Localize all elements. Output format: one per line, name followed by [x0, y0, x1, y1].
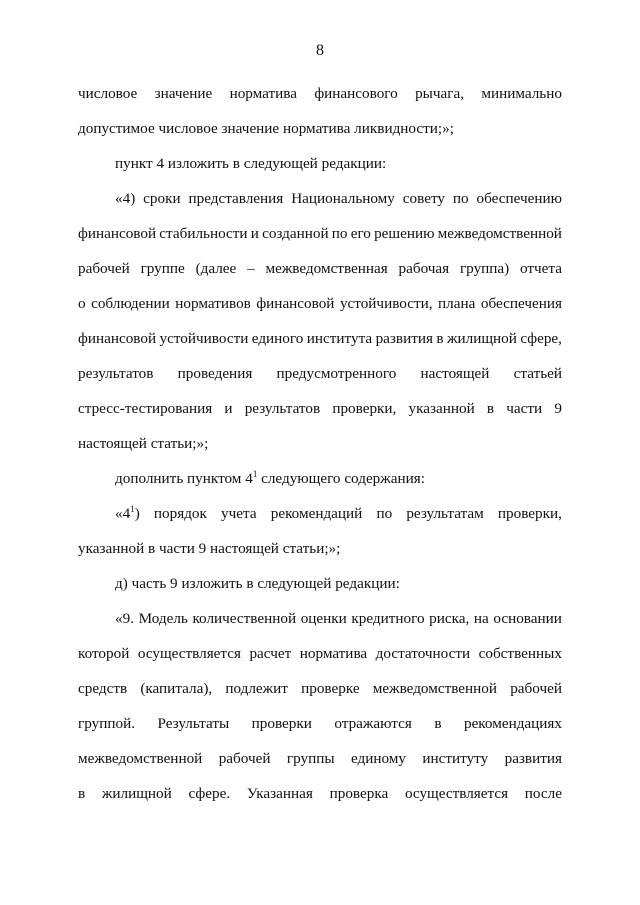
- text-line: [78, 364, 562, 384]
- word: по: [452, 190, 469, 207]
- word: собственных: [478, 645, 562, 662]
- word: стресс-тестирования: [78, 400, 213, 417]
- word: проверки: [251, 715, 312, 732]
- text-line: [78, 399, 562, 419]
- text-line: допустимое числовое значение норматива ликвидности;»;: [78, 120, 454, 137]
- word: сфере,: [520, 330, 562, 347]
- word: оценки: [300, 610, 347, 627]
- word: кредитного: [351, 610, 425, 627]
- word: финансовой: [78, 225, 157, 242]
- word: отражаются: [334, 715, 412, 732]
- word: настоящей: [420, 365, 490, 382]
- word: риска,: [429, 610, 470, 627]
- word: «4): [115, 190, 136, 207]
- word: и: [250, 225, 259, 242]
- word: проверка: [329, 785, 389, 802]
- word: проверки,: [497, 505, 562, 522]
- text-line: [78, 329, 562, 349]
- word: «9.: [115, 610, 134, 627]
- word: рабочей: [218, 750, 271, 767]
- word: количественной: [192, 610, 297, 627]
- text-line: [78, 644, 562, 664]
- word: нормативов: [175, 295, 251, 312]
- word: единому: [350, 750, 406, 767]
- word: межведомственная: [265, 260, 388, 277]
- word: созданной: [262, 225, 329, 242]
- text-fragment: дополнить пунктом 4: [115, 470, 253, 487]
- word: Результаты: [157, 715, 230, 732]
- word: подлежит: [225, 680, 288, 697]
- word: осуществляется: [137, 645, 241, 662]
- word: межведомственной: [78, 750, 203, 767]
- text-fragment: следующего содержания:: [257, 470, 425, 487]
- word: учета: [221, 505, 257, 522]
- word: результатам: [406, 505, 484, 522]
- word: [115, 504, 140, 524]
- superscript: 1: [252, 469, 258, 479]
- word: проведения: [177, 365, 253, 382]
- word: (далее: [195, 260, 237, 277]
- word: устойчивости: [159, 330, 249, 347]
- word: 9: [554, 400, 562, 417]
- word: группа): [459, 260, 510, 277]
- word: результатов: [244, 400, 321, 417]
- word: предусмотренного: [276, 365, 397, 382]
- text-fragment: «4: [115, 505, 131, 522]
- word: Национальному: [291, 190, 395, 207]
- word: рекомендациях: [463, 715, 562, 732]
- word: осуществляется: [404, 785, 509, 802]
- word: проверки,: [332, 400, 397, 417]
- word: развития: [504, 750, 562, 767]
- word: (капитала),: [140, 680, 213, 697]
- word: норматива: [229, 85, 297, 102]
- text-line: [78, 224, 562, 244]
- word: рабочая: [398, 260, 450, 277]
- word: о: [78, 295, 86, 312]
- word: рабочей: [510, 680, 562, 697]
- word: расчет: [249, 645, 292, 662]
- word: –: [247, 260, 255, 277]
- word: жилищной: [447, 330, 517, 347]
- word: достаточности: [375, 645, 471, 662]
- word: части: [506, 400, 543, 417]
- word: плана: [438, 295, 476, 312]
- word: указанной: [408, 400, 475, 417]
- word: обеспечению: [476, 190, 562, 207]
- word: рычага,: [415, 85, 465, 102]
- word: порядок: [153, 505, 207, 522]
- word: финансового: [314, 85, 398, 102]
- word: по: [376, 505, 393, 522]
- word: Указанная: [246, 785, 313, 802]
- word: проверке: [301, 680, 360, 697]
- word: представления: [188, 190, 284, 207]
- text-line: [78, 84, 562, 104]
- word: единого: [251, 330, 304, 347]
- text-line: [78, 784, 562, 804]
- text-line: [78, 679, 562, 699]
- word: совету: [402, 190, 445, 207]
- word: сроки: [143, 190, 181, 207]
- word: финансовой: [78, 330, 157, 347]
- word: жилищной: [101, 785, 172, 802]
- word: и: [224, 400, 233, 417]
- word: рабочей: [78, 260, 130, 277]
- word: устойчивости,: [339, 295, 433, 312]
- word: института: [306, 330, 373, 347]
- word: межведомственной: [437, 225, 562, 242]
- word: стабильности: [159, 225, 248, 242]
- word: группой.: [78, 715, 135, 732]
- text-line: настоящей статьи;»;: [78, 435, 209, 452]
- word: которой: [78, 645, 130, 662]
- page-number: 8: [316, 42, 324, 59]
- word: развития: [375, 330, 433, 347]
- text-line: [115, 504, 562, 524]
- superscript: 1: [130, 504, 135, 514]
- word: в: [434, 715, 442, 732]
- word: результатов: [78, 365, 154, 382]
- word: институту: [422, 750, 489, 767]
- word: в: [486, 400, 495, 417]
- text-line: [115, 189, 562, 209]
- word: числовое: [78, 85, 138, 102]
- word: минимально: [481, 85, 562, 102]
- text-line: [78, 259, 562, 279]
- word: межведомственной: [372, 680, 498, 697]
- word: в: [78, 785, 86, 802]
- word: после: [524, 785, 562, 802]
- text-fragment: ): [134, 505, 140, 522]
- word: обеспечения: [480, 295, 562, 312]
- word: средств: [78, 680, 128, 697]
- text-line: [78, 749, 562, 769]
- word: сфере.: [188, 785, 231, 802]
- word: основании: [493, 610, 562, 627]
- word: норматива: [299, 645, 368, 662]
- word: соблюдении: [91, 295, 170, 312]
- word: по: [331, 225, 348, 242]
- word: Модель: [138, 610, 188, 627]
- word: рекомендаций: [270, 505, 363, 522]
- word: значение: [154, 85, 213, 102]
- word: группе: [140, 260, 185, 277]
- word: статьей: [513, 365, 562, 382]
- word: финансовой: [256, 295, 335, 312]
- text-line: [115, 609, 562, 629]
- text-line: [78, 714, 562, 734]
- word: на: [473, 610, 489, 627]
- text-line: [115, 469, 425, 489]
- word: группы: [286, 750, 335, 767]
- word: его: [350, 225, 371, 242]
- word: в: [436, 330, 444, 347]
- text-line: указанной в части 9 настоящей статьи;»;: [78, 540, 341, 557]
- word: решению: [374, 225, 435, 242]
- text-line: [78, 294, 562, 314]
- text-line: д) часть 9 изложить в следующей редакции:: [115, 575, 400, 592]
- text-line: пункт 4 изложить в следующей редакции:: [115, 155, 387, 172]
- word: отчета: [520, 260, 562, 277]
